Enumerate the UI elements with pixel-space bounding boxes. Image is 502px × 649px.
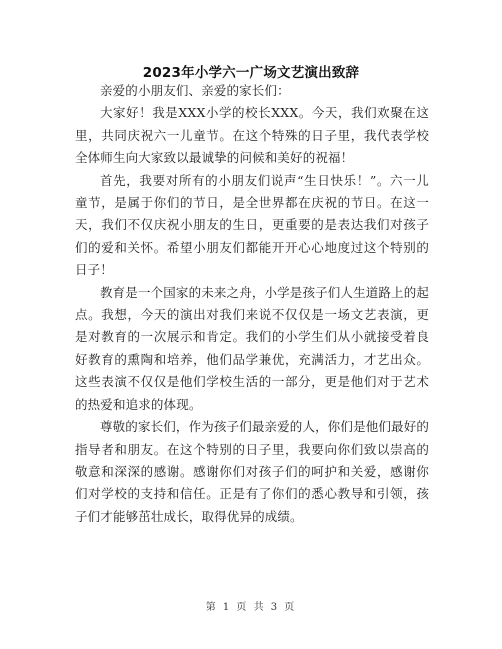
greeting-paragraph: 大家好！我是XXX小学的校长XXX。今天，我们欢聚在这里，共同庆祝六一儿童节。在这个特殊的日子里，我代表学校全体师生向大家致以最诚挚的问候和美好的祝福！ [75, 105, 429, 166]
page-number-footer: 第 1 页 共 3 页 [205, 602, 297, 613]
parents-paragraph: 尊敬的家长们，作为孩子们最亲爱的人，你们是他们最好的指导者和朋友。在这个特别的日子里，我要向你们致以崇高的敬意和深深的感谢。感谢你们对孩子们的呵护和关爱，感谢你们对学校的支持和信任。正是有了你们的悉心教导和引领，孩子们才能够茁壮成长，取得优异的成绩。 [75, 419, 429, 524]
birthday-paragraph: 首先，我要对所有的小朋友们说声“生日快乐！”。六一儿童节，是属于你们的节日，是全世界都在庆祝的节日。在这一天，我们不仅庆祝小朋友的生日，更重要的是表达我们对孩子们的爱和关怀。希望小朋友们都能开开心心地度过这个特别的日子！ [75, 172, 429, 278]
education-paragraph: 教育是一个国家的未来之舟，小学是孩子们人生道路上的起点。我想，今天的演出对我们来说不仅仅是一场文艺表演，更是对教育的一次展示和肯定。我们的小学生们从小就接受着良好教育的熏陶和培养，他们品学兼优，充满活力，才艺出众。这些表演不仅仅是他们学校生活的一部分，更是他们对于艺术的热爱和追求的体现。 [75, 284, 429, 412]
salutation-paragraph: 亲爱的小朋友们、亲爱的家长们： [100, 83, 290, 98]
document-title: 2023年小学六一广场文艺演出致辞 [142, 65, 360, 81]
document-body [75, 80, 429, 528]
